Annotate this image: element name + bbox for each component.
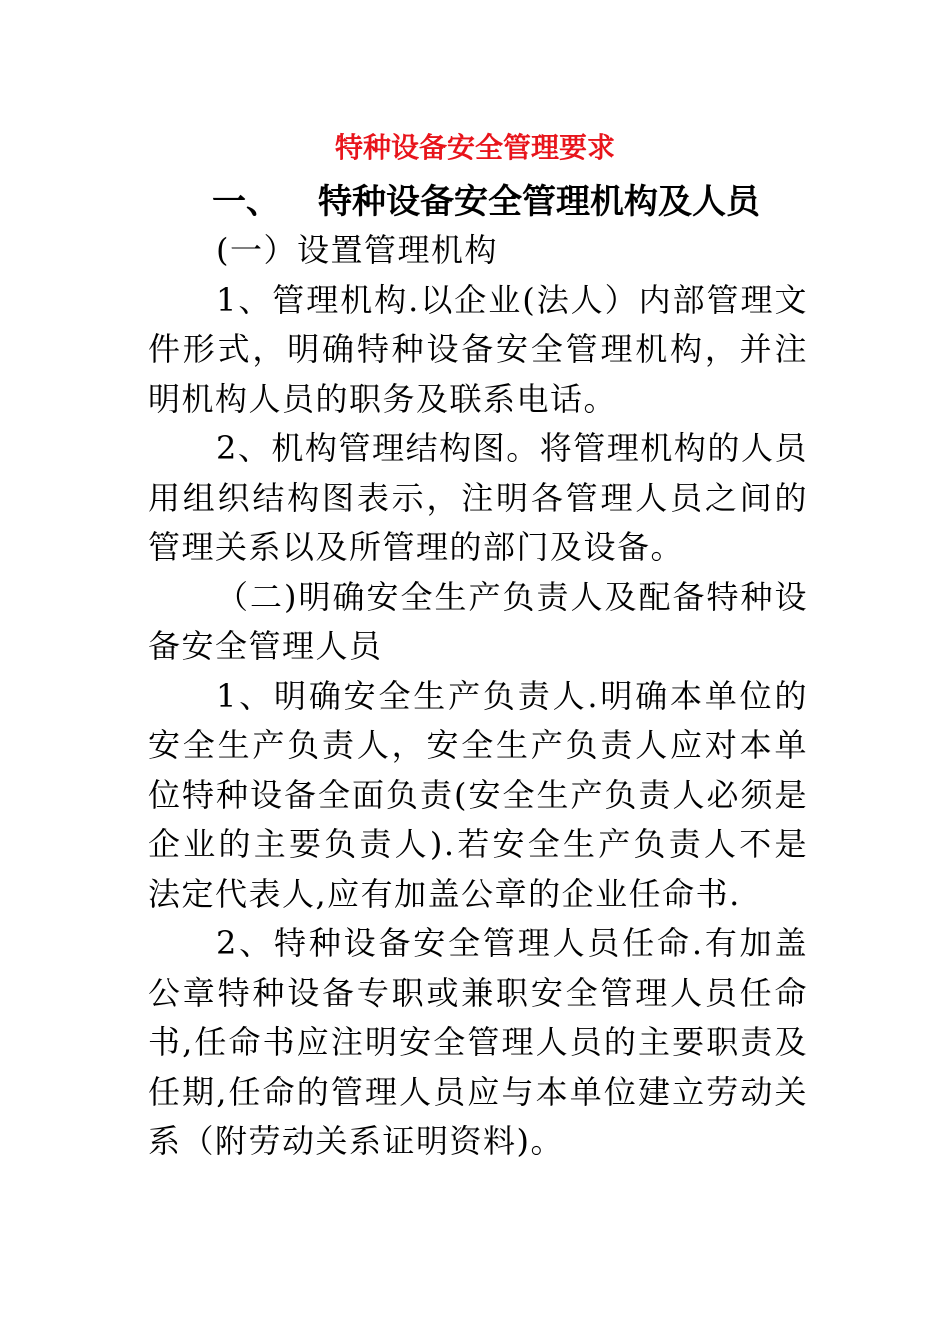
subsection-heading-1: (一）设置管理机构 [216,231,498,269]
section-number: 一、 [212,182,280,222]
paragraph-management-body: 1、管理机构.以企业(法人）内部管理文件形式，明确特种设备安全管理机构，并注明机构人员的职务及联系电话。 [148,280,808,418]
paragraph-structure-chart: 2、机构管理结构图。将管理机构的人员用组织结构图表示，注明各管理人员之间的管理关系以及所管理的部门及设备。 [148,429,808,566]
paragraph-manager-appointment: 2、特种设备安全管理人员任命.有加盖公章特种设备专职或兼职安全管理人员任命书,任命书应注明安全管理人员的主要职责及任期,任命的管理人员应与本单位建立劳动关系（附劳动关系证明资料)。 [148,924,808,1160]
paragraph-safety-responsible: 1、明确安全生产负责人.明确本单位的安全生产负责人，安全生产负责人应对本单位特种设备全面负责(安全生产负责人必须是企业的主要负责人).若安全生产负责人不是法定代表人,应有加盖公章的企业任命书. [148,676,808,913]
section-title: 特种设备安全管理机构及人员 [318,182,760,222]
section-heading [212,176,812,228]
document-title: 特种设备安全管理要求 [334,131,615,164]
document-body [148,226,808,1167]
subsection-heading-2: （二)明确安全生产负责人及配备特种设备安全管理人员 [148,577,808,665]
